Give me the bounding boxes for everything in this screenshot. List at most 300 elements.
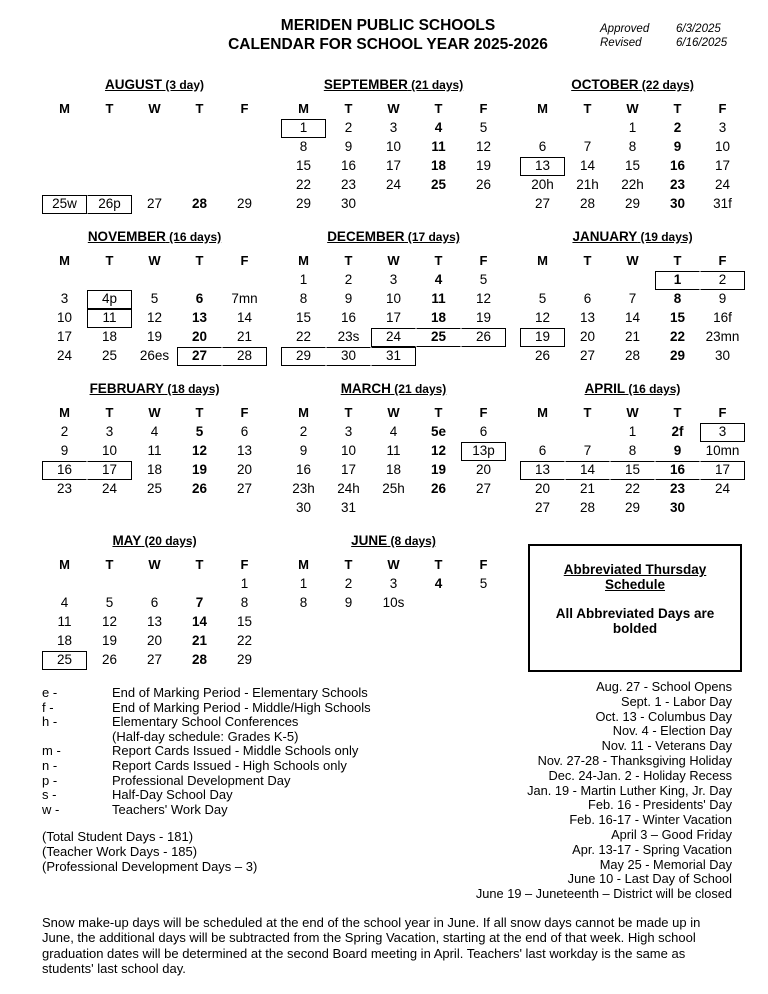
- day-cell: 28: [191, 196, 208, 211]
- month-title-text: [341, 380, 447, 397]
- day-cell: 5: [479, 272, 488, 287]
- day-cell: 11: [431, 291, 446, 306]
- day-cell: 5: [479, 576, 488, 591]
- day-cell: 1: [240, 576, 249, 591]
- month-title-text: [585, 380, 681, 397]
- month-day-count: (3 day): [161, 78, 204, 92]
- calendar-grid: [520, 100, 745, 214]
- day-cell: [416, 347, 461, 366]
- day-cell: [222, 176, 267, 195]
- month-day-count: (21 days): [407, 78, 464, 92]
- holiday-item: Sept. 1 - Labor Day: [621, 693, 732, 709]
- month-day-count: (19 days): [637, 230, 693, 244]
- day-cell: [42, 157, 87, 176]
- month-day-count: (20 days): [141, 534, 197, 548]
- holiday-item: Dec. 24-Jan. 2 - Holiday Recess: [548, 767, 732, 783]
- bottom-section: [42, 680, 732, 902]
- month-january: [520, 228, 745, 366]
- weekday-header: W: [626, 101, 639, 116]
- weekday-header: T: [105, 253, 114, 268]
- day-cell: 14: [624, 310, 641, 325]
- day-cell: 22: [624, 481, 641, 496]
- weekday-header: W: [387, 405, 400, 420]
- day-cell: 31: [371, 347, 416, 366]
- holiday-item: May 25 - Memorial Day: [599, 856, 732, 872]
- weekday-header: F: [718, 101, 727, 116]
- month-title-text: [351, 532, 436, 549]
- day-cell: [87, 575, 132, 594]
- weekday-header: T: [434, 101, 443, 116]
- day-cell: 13: [520, 157, 565, 176]
- day-cell: 19: [146, 329, 163, 344]
- day-cell: 2: [299, 424, 308, 439]
- legend-key: p -: [42, 772, 58, 788]
- day-cell: 14: [579, 158, 596, 173]
- day-cell: 21: [236, 329, 253, 344]
- legend-key: h -: [42, 714, 58, 730]
- day-cell: 22: [295, 177, 312, 192]
- day-cell: [371, 195, 416, 214]
- day-cell: 4: [150, 424, 159, 439]
- day-cell: [222, 271, 267, 290]
- day-cell: [177, 271, 222, 290]
- day-cell: [416, 594, 461, 613]
- day-cell: 17: [700, 461, 745, 480]
- day-cell: 16: [340, 158, 357, 173]
- day-cell: 9: [718, 291, 727, 306]
- weekday-header: T: [434, 253, 443, 268]
- holiday-item: Apr. 13-17 - Spring Vacation: [572, 841, 732, 857]
- legend-desc-2: (Half-day schedule: Grades K-5): [112, 728, 299, 744]
- day-cell: 29: [295, 196, 312, 211]
- calendar-grid: [520, 252, 745, 366]
- day-cell: 13: [236, 443, 253, 458]
- day-cell: 20: [534, 481, 551, 496]
- day-cell: 19: [430, 462, 447, 477]
- calendar-grid: [281, 100, 506, 214]
- day-cell: [461, 195, 506, 214]
- month-title-text: [324, 76, 463, 93]
- day-cell: [461, 594, 506, 613]
- day-cell: 10: [56, 310, 73, 325]
- legend-list: [42, 686, 414, 817]
- day-cell: 4: [434, 576, 443, 591]
- day-cell: 4: [434, 272, 443, 287]
- month-day-count: (16 days): [625, 382, 681, 396]
- day-cell: 12: [430, 443, 447, 458]
- day-cell: 18: [430, 310, 447, 325]
- revised-label: Revised: [600, 37, 642, 49]
- day-cell: 1: [281, 119, 326, 138]
- day-cell: 14: [236, 310, 253, 325]
- day-cell: 16: [655, 461, 700, 480]
- weekday-header: W: [387, 101, 400, 116]
- abbreviated-schedule-note: All Abbreviated Days are bolded: [555, 606, 715, 636]
- day-cell: 7mn: [231, 291, 258, 306]
- calendar-grid: [520, 404, 745, 518]
- holiday-item: Aug. 27 - School Opens: [596, 679, 732, 694]
- day-cell: 25h: [382, 481, 405, 496]
- day-cell: [461, 499, 506, 518]
- day-cell: 12: [534, 310, 551, 325]
- day-cell: 2: [60, 424, 69, 439]
- holiday-item: Nov. 11 - Veterans Day: [601, 738, 732, 754]
- day-cell: [222, 119, 267, 138]
- day-cell: 17: [340, 462, 357, 477]
- day-cell: 17: [56, 329, 73, 344]
- month-title: [42, 76, 267, 100]
- weekday-header: W: [626, 405, 639, 420]
- day-cell: [42, 176, 87, 195]
- month-title-text: [112, 532, 196, 549]
- legend-key: s -: [42, 787, 57, 803]
- approved-row: [600, 22, 727, 36]
- revised-date: 6/16/2025: [676, 37, 728, 49]
- day-cell: [520, 423, 565, 442]
- day-cell: 20h: [531, 177, 554, 192]
- day-cell: 29: [624, 500, 641, 515]
- day-cell: 1: [655, 271, 700, 290]
- day-cell: [416, 499, 461, 518]
- holiday-item: Nov. 27-28 - Thanksgiving Holiday: [537, 752, 732, 768]
- month-day-count: (17 days): [404, 230, 460, 244]
- day-cell: 4: [60, 595, 69, 610]
- day-cell: 20: [475, 462, 492, 477]
- legend-desc: Half-Day School Day: [112, 787, 233, 803]
- day-cell: [461, 347, 506, 366]
- legend-key: n -: [42, 757, 58, 773]
- day-cell: 21: [579, 481, 596, 496]
- weekday-header: M: [298, 253, 309, 268]
- day-cell: [87, 271, 132, 290]
- day-cell: 3: [389, 120, 398, 135]
- month-name: DECEMBER: [327, 229, 405, 244]
- day-cell: 20: [191, 329, 208, 344]
- day-cell: 26: [430, 481, 447, 496]
- day-cell: 3: [700, 423, 745, 442]
- day-cell: 22: [669, 329, 686, 344]
- day-cell: 28: [191, 652, 208, 667]
- day-cell: 20: [236, 462, 253, 477]
- day-cell: 3: [60, 291, 69, 306]
- month-may: [42, 532, 267, 670]
- day-cell: [177, 119, 222, 138]
- holiday-item: Jan. 19 - Martin Luther King, Jr. Day: [527, 782, 732, 798]
- day-cell: 24: [101, 481, 118, 496]
- day-cell: 18: [430, 158, 447, 173]
- day-cell: [371, 499, 416, 518]
- day-cell: 6: [479, 424, 488, 439]
- day-cell: 15: [236, 614, 253, 629]
- calendar-year-title: CALENDAR FOR SCHOOL YEAR 2025-2026: [228, 36, 548, 53]
- calendar-grid: [281, 556, 506, 613]
- legend-column: [42, 680, 414, 902]
- day-cell: 29: [669, 348, 686, 363]
- weekday-header: F: [479, 253, 488, 268]
- weekday-header: W: [148, 101, 161, 116]
- weekday-header: M: [298, 557, 309, 572]
- day-cell: 30: [669, 500, 686, 515]
- day-cell: [565, 423, 610, 442]
- day-cell: 24: [56, 348, 73, 363]
- month-february: [42, 380, 267, 518]
- weekday-header: F: [479, 101, 488, 116]
- weekday-header: F: [479, 405, 488, 420]
- day-cell: [565, 271, 610, 290]
- school-name: MERIDEN PUBLIC SCHOOLS: [280, 17, 496, 34]
- month-november: [42, 228, 267, 366]
- day-cell: 12: [101, 614, 118, 629]
- day-cell: 26: [461, 328, 506, 347]
- day-cell: 14: [565, 461, 610, 480]
- day-cell: 15: [624, 158, 641, 173]
- legend-desc: Elementary School Conferences: [112, 714, 299, 730]
- day-cell: 30: [326, 347, 371, 366]
- month-title: [520, 380, 745, 404]
- day-cell: 6: [583, 291, 592, 306]
- month-title-text: [105, 76, 204, 93]
- weekday-header: W: [148, 405, 161, 420]
- month-name: SEPTEMBER: [323, 77, 408, 92]
- month-day-count: (16 days): [165, 230, 222, 244]
- calendar-grid: [42, 100, 267, 214]
- day-cell: [520, 271, 565, 290]
- day-cell: 17: [87, 461, 132, 480]
- snow-days-note: Snow make-up days will be scheduled at the end of the school year in June. If all snow days cannot be made up in June, the additional days will be subtracted from the Spring Vacation, starting at the end of that week. High school graduation dates will be determined at the second Board meeting in April. Teachers' last workday is the same as students' last school day.: [42, 914, 701, 977]
- day-cell: 5: [479, 120, 488, 135]
- month-day-count: (18 days): [164, 382, 220, 396]
- day-cell: 21: [624, 329, 641, 344]
- day-cell: 8: [628, 443, 637, 458]
- weekday-header: F: [718, 253, 727, 268]
- weekday-header: T: [583, 405, 592, 420]
- day-cell: 9: [344, 595, 353, 610]
- weekday-header: T: [195, 101, 204, 116]
- weekday-header: T: [195, 405, 204, 420]
- legend-key: m -: [42, 743, 61, 759]
- month-title: [42, 532, 267, 556]
- legend-key: f -: [42, 699, 54, 715]
- day-cell: [42, 119, 87, 138]
- weekday-header: T: [344, 101, 353, 116]
- month-october: [520, 76, 745, 214]
- day-cell: 28: [222, 347, 267, 366]
- day-cell: 8: [299, 291, 308, 306]
- day-cell: 7: [195, 595, 204, 610]
- day-cell: 27: [146, 652, 163, 667]
- totals-block: [42, 830, 414, 874]
- month-title-text: [571, 76, 694, 93]
- month-title: [520, 76, 745, 100]
- day-cell: [132, 176, 177, 195]
- day-cell: 10: [385, 291, 402, 306]
- day-cell: 9: [673, 443, 682, 458]
- day-cell: 25: [42, 651, 87, 670]
- calendar-grid: [281, 404, 506, 518]
- month-day-count: (21 days): [390, 382, 447, 396]
- day-cell: 2f: [671, 424, 684, 439]
- calendar-grid: [42, 556, 267, 670]
- weekday-header: W: [148, 253, 161, 268]
- month-title-text: [327, 228, 460, 245]
- month-name: JANUARY: [572, 229, 638, 244]
- month-title: [281, 532, 506, 556]
- day-cell: 7: [583, 139, 592, 154]
- day-cell: 25: [416, 328, 461, 347]
- weekday-header: W: [148, 557, 161, 572]
- day-cell: 18: [56, 633, 73, 648]
- calendar-grid: [42, 252, 267, 366]
- day-cell: 6: [150, 595, 159, 610]
- weekday-header: M: [537, 405, 548, 420]
- calendar-grid: [42, 404, 267, 499]
- month-title: [281, 228, 506, 252]
- day-cell: 19: [191, 462, 208, 477]
- day-cell: 5: [105, 595, 114, 610]
- day-cell: 8: [673, 291, 682, 306]
- total-student-days: (Total Student Days - 181): [42, 829, 194, 845]
- weekday-header: T: [434, 405, 443, 420]
- day-cell: 10: [714, 139, 731, 154]
- day-cell: 27: [534, 500, 551, 515]
- day-cell: [87, 119, 132, 138]
- weekday-header: T: [434, 557, 443, 572]
- weekday-header: T: [105, 101, 114, 116]
- day-cell: 4p: [87, 290, 132, 309]
- revised-row: [600, 36, 727, 50]
- weekday-header: M: [298, 405, 309, 420]
- day-cell: 25w: [42, 195, 87, 214]
- weekday-header: F: [479, 557, 488, 572]
- teacher-work-days: (Teacher Work Days - 185): [42, 843, 198, 859]
- day-cell: 24: [371, 328, 416, 347]
- day-cell: 19: [101, 633, 118, 648]
- day-cell: [42, 575, 87, 594]
- day-cell: 30: [295, 500, 312, 515]
- day-cell: 24h: [337, 481, 360, 496]
- day-cell: [222, 157, 267, 176]
- day-cell: 31f: [713, 196, 732, 211]
- holiday-item: June 19 – Juneteenth – District will be closed: [475, 886, 732, 902]
- day-cell: 3: [105, 424, 114, 439]
- day-cell: 16: [669, 158, 686, 173]
- day-cell: 19: [520, 328, 565, 347]
- day-cell: 27: [146, 196, 163, 211]
- day-cell: 27: [236, 481, 253, 496]
- day-cell: 28: [624, 348, 641, 363]
- abbreviated-schedule-title: Abbreviated Thursday Schedule: [563, 562, 707, 592]
- month-day-count: (8 days): [387, 534, 436, 548]
- holiday-item: Feb. 16 - Presidents' Day: [588, 797, 732, 813]
- month-september: [281, 76, 506, 214]
- approval-block: [600, 22, 727, 50]
- day-cell: 12: [475, 139, 492, 154]
- day-cell: 20: [146, 633, 163, 648]
- month-name: APRIL: [584, 381, 626, 396]
- day-cell: 12: [146, 310, 163, 325]
- day-cell: 18: [101, 329, 118, 344]
- day-cell: 13: [191, 310, 208, 325]
- month-december: [281, 228, 506, 366]
- day-cell: 31: [340, 500, 357, 515]
- day-cell: 27: [579, 348, 596, 363]
- day-cell: 23s: [337, 329, 360, 344]
- day-cell: 20: [579, 329, 596, 344]
- day-cell: 15: [610, 461, 655, 480]
- day-cell: 29: [624, 196, 641, 211]
- day-cell: 7: [628, 291, 637, 306]
- month-title-text: [88, 228, 221, 245]
- legend-desc: Report Cards Issued - Middle Schools only: [112, 743, 359, 759]
- month-title-text: [90, 380, 220, 397]
- day-cell: [132, 119, 177, 138]
- weekday-header: M: [537, 101, 548, 116]
- day-cell: 18: [146, 462, 163, 477]
- day-cell: 9: [673, 139, 682, 154]
- day-cell: 16: [295, 462, 312, 477]
- weekday-header: T: [344, 405, 353, 420]
- day-cell: 11: [87, 309, 132, 328]
- day-cell: 13: [520, 461, 565, 480]
- weekday-header: F: [718, 405, 727, 420]
- month-august: [42, 76, 267, 214]
- day-cell: 9: [60, 443, 69, 458]
- day-cell: 23h: [292, 481, 315, 496]
- month-title-text: [572, 228, 692, 245]
- legend-key-spacer: [42, 730, 112, 745]
- day-cell: 26: [475, 177, 492, 192]
- weekday-header: T: [673, 253, 682, 268]
- day-cell: [132, 138, 177, 157]
- weekday-header: F: [240, 405, 249, 420]
- day-cell: 28: [579, 196, 596, 211]
- legend-desc: Professional Development Day: [112, 772, 291, 788]
- day-cell: 30: [340, 196, 357, 211]
- day-cell: 11: [386, 443, 401, 458]
- day-cell: 6: [195, 291, 204, 306]
- day-cell: 29: [236, 652, 253, 667]
- day-cell: [177, 157, 222, 176]
- day-cell: 15: [669, 310, 686, 325]
- day-cell: 11: [431, 139, 446, 154]
- day-cell: [610, 271, 655, 290]
- weekday-header: T: [105, 557, 114, 572]
- day-cell: 17: [385, 158, 402, 173]
- holiday-item: Feb. 16-17 - Winter Vacation: [569, 812, 732, 828]
- holiday-item: June 10 - Last Day of School: [567, 871, 732, 887]
- day-cell: 5: [150, 291, 159, 306]
- day-cell: 23: [669, 177, 686, 192]
- day-cell: 30: [714, 348, 731, 363]
- legend-desc: Teachers' Work Day: [112, 801, 228, 817]
- day-cell: 24: [714, 481, 731, 496]
- day-cell: 13: [146, 614, 163, 629]
- day-cell: 3: [389, 576, 398, 591]
- day-cell: 29: [281, 347, 326, 366]
- day-cell: 14: [191, 614, 208, 629]
- day-cell: [87, 157, 132, 176]
- month-march: [281, 380, 506, 518]
- day-cell: [177, 138, 222, 157]
- month-title: [281, 76, 506, 100]
- day-cell: 19: [475, 310, 492, 325]
- day-cell: 27: [177, 347, 222, 366]
- weekday-header: T: [195, 253, 204, 268]
- day-cell: [42, 138, 87, 157]
- month-name: NOVEMBER: [87, 229, 166, 244]
- day-cell: 18: [385, 462, 402, 477]
- day-cell: 3: [389, 272, 398, 287]
